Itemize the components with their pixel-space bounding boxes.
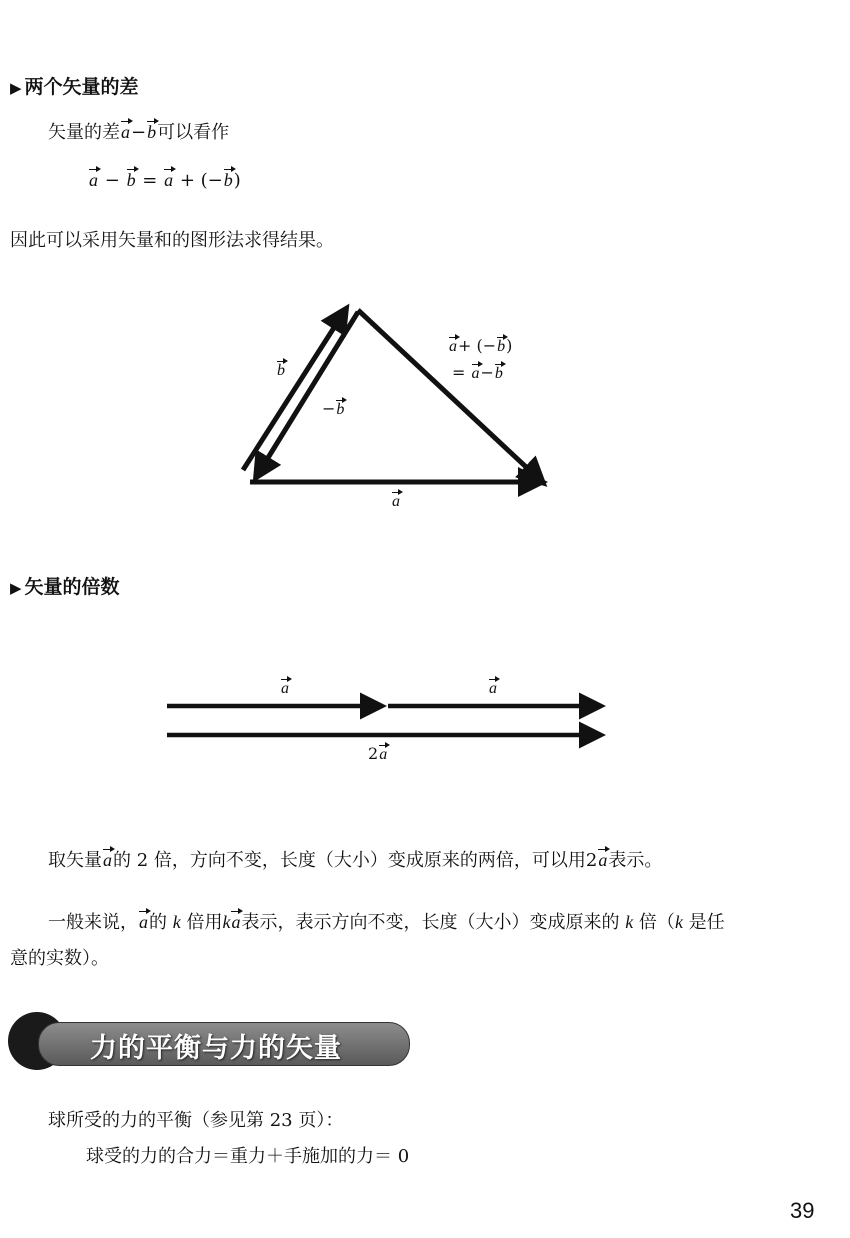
minus-sign: − [131, 122, 147, 143]
label-sum-line2 [452, 363, 504, 383]
triangle-marker-icon-2: ▶ [10, 579, 22, 597]
label-2a-coef: 2 [368, 744, 379, 763]
label-b-var: b [277, 362, 285, 379]
multiple-paragraph-2 [48, 908, 725, 934]
p1-start: 取矢量 [48, 850, 102, 871]
label-sum2-eq: = [452, 363, 466, 382]
formula-close: ) [233, 170, 241, 191]
p2-mid2: 倍用 [180, 912, 223, 933]
formula-equals: = [142, 170, 158, 191]
formula-plus-open: + (− [179, 170, 223, 191]
vec-b: b [147, 122, 157, 142]
label-a-left-var: a [281, 680, 289, 697]
label-sum-a: a [449, 338, 457, 355]
label-minus-sign: − [322, 399, 336, 418]
vector-multiple-diagram [0, 640, 850, 770]
label-sum-close: ) [506, 336, 513, 355]
label-minus-b [322, 399, 345, 419]
diff-conclusion: 因此可以采用矢量和的图形法求得结果。 [10, 230, 334, 251]
diff-heading-text: 两个矢量的差 [24, 76, 139, 98]
p2-k4: k [674, 912, 683, 932]
p2-k2: k [222, 912, 231, 932]
p2-var: a [139, 912, 148, 932]
formula-vec-a: a [89, 170, 98, 190]
label-a-left [280, 678, 290, 698]
p2-end1: 是任 [682, 912, 725, 933]
label-a [391, 491, 401, 511]
formula-rhs-vec-b: b [223, 170, 233, 190]
multiple-paragraph-1 [48, 846, 662, 872]
label-a-right-var: a [489, 680, 497, 697]
formula-vec-b: b [126, 170, 136, 190]
diff-intro-suffix: 可以看作 [157, 122, 230, 143]
label-2a [368, 744, 388, 764]
p1-end: 表示。 [608, 850, 663, 871]
p2-k1: k [172, 912, 181, 932]
multiple-paragraph-2-line2: 意的实数）。 [10, 948, 109, 969]
label-sum2-a: a [471, 365, 480, 382]
vector-triangle-diagram [0, 0, 850, 560]
label-a-right [488, 678, 498, 698]
p2-var2: a [231, 912, 241, 932]
p2-mid3: 表示，表示方向不变，长度（大小）变成原来的 [241, 912, 626, 933]
formula-rhs-vec-a: a [164, 170, 174, 190]
p1-mid: 的 2 倍，方向不变，长度（大小）变成原来的两倍，可以用 [113, 850, 586, 871]
triangle-marker-icon: ▶ [10, 79, 22, 97]
banner-title: 力的平衡与力的矢量 [90, 1033, 342, 1064]
label-a-var: a [392, 493, 400, 510]
p2-mid4: 倍（ [633, 912, 675, 933]
formula-minus: − [104, 170, 120, 191]
label-b [276, 360, 286, 380]
page-number: 39 [790, 1198, 815, 1223]
vec-a: a [121, 122, 130, 142]
balance-line-2: 球受的力的合力＝重力＋手施加的力＝ 0 [86, 1146, 410, 1167]
arrow-minus-b [258, 312, 358, 474]
label-sum-b: b [497, 338, 506, 355]
p2-mid1: 的 [149, 912, 173, 933]
balance-line-1: 球所受的力的平衡（参见第 23 页）： [48, 1110, 344, 1131]
label-minus-b-var: b [336, 401, 345, 418]
label-2a-var: a [379, 746, 388, 763]
label-sum-rest: + (− [458, 336, 497, 355]
p2-k3: k [625, 912, 634, 932]
p1-coef: 2 [585, 850, 598, 871]
label-sum-line1 [448, 336, 512, 356]
p2-start: 一般来说， [48, 912, 138, 933]
label-sum2-b: b [494, 365, 503, 382]
multiple-section-heading [10, 572, 120, 599]
multiple-heading-text: 矢量的倍数 [24, 576, 120, 598]
p1-var: a [103, 850, 112, 870]
arrow-b [243, 312, 344, 470]
p1-var2: a [598, 850, 608, 870]
label-sum2-minus: − [480, 363, 494, 382]
diff-intro-text: 矢量的差 [48, 122, 120, 143]
